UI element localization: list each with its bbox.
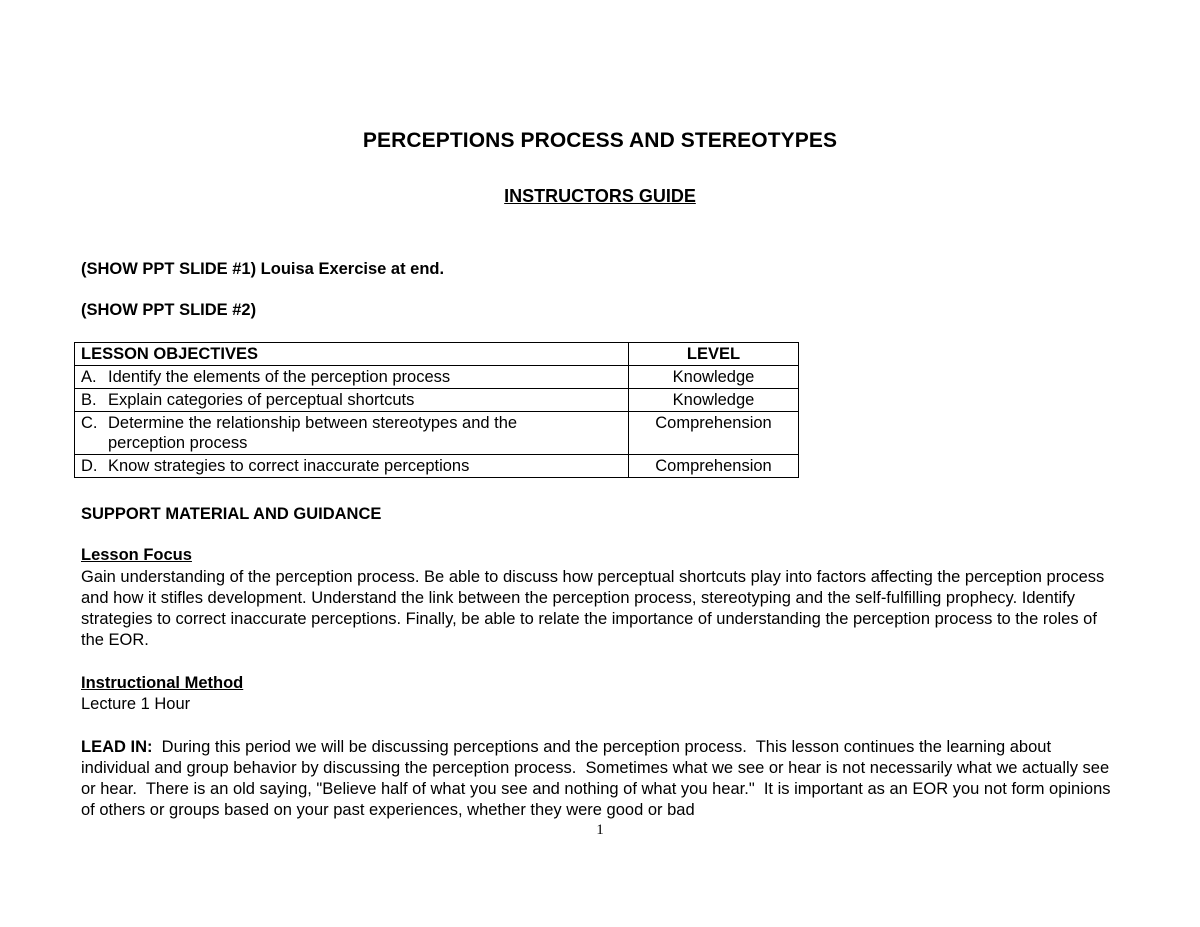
objective-text: Explain categories of perceptual shortcuts — [108, 391, 415, 409]
page-number: 1 — [596, 822, 604, 838]
objective-level: Knowledge — [629, 389, 799, 412]
objective-row-b — [75, 389, 799, 412]
document-title: PERCEPTIONS PROCESS AND STEREOTYPES — [362, 129, 838, 152]
objective-letter: D. — [81, 457, 98, 475]
lead-in-body: During this period we will be discussing perceptions and the perception process. This lesson continues the learning about individual and group behavior by discussing the perception process. Sometimes what we see or hear is not necessarily what we actually see or hear. There is an old saying, "Believe half of what you see and nothing of what you hear." It is important as an EOR you not form opinions of others or groups based on your past experiences, whether they were good or bad — [81, 738, 1116, 819]
objective-letter: B. — [81, 391, 97, 409]
objective-row-d — [75, 455, 799, 478]
objective-letter: C. — [81, 414, 98, 432]
objective-row-c — [75, 412, 799, 455]
objectives-table — [74, 342, 799, 478]
objective-text: Identify the elements of the perception process — [108, 368, 451, 386]
objective-row-a — [75, 366, 799, 389]
objective-text: Determine the relationship between stereotypes and the perception process — [108, 414, 518, 452]
document-subtitle: INSTRUCTORS GUIDE — [504, 186, 696, 206]
objective-level: Knowledge — [629, 366, 799, 389]
level-header: LEVEL — [629, 343, 799, 366]
slide-2-instruction: (SHOW PPT SLIDE #2) — [81, 301, 257, 319]
instructional-method-heading: Instructional Method — [81, 674, 244, 692]
objectives-table-header — [75, 343, 799, 366]
slide-1-instruction: (SHOW PPT SLIDE #1) Louisa Exercise at end. — [81, 260, 445, 278]
objective-letter: A. — [81, 368, 97, 386]
objective-level: Comprehension — [629, 455, 799, 478]
lead-in-paragraph — [81, 737, 1121, 821]
objectives-header: LESSON OBJECTIVES — [75, 343, 629, 366]
lesson-focus-body: Gain understanding of the perception process. Be able to discuss how perceptual shortcuts play into factors affecting the perception process and how it stifles development. Understand the link between the perception process, stereotyping and the self-fulfilling prophecy. Identify strategies to correct inaccurate perceptions. Finally, be able to relate the importance of understanding the perception process to the roles of the EOR. — [81, 568, 1105, 649]
support-heading: SUPPORT MATERIAL AND GUIDANCE — [81, 505, 382, 523]
lesson-focus-heading: Lesson Focus — [81, 546, 192, 564]
instructional-method-body: Lecture 1 Hour — [81, 695, 191, 713]
lead-in-label: LEAD IN: — [81, 738, 153, 756]
objective-level: Comprehension — [629, 412, 799, 455]
objective-text: Know strategies to correct inaccurate perceptions — [108, 457, 470, 475]
